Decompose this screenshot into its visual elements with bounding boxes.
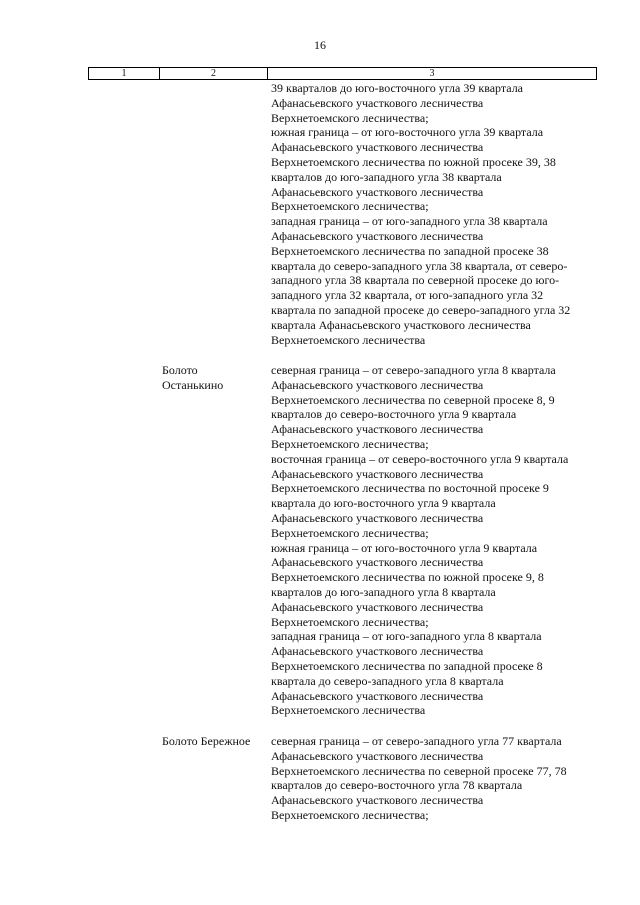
description-line: кварталов до юго-западного угла 38 квартала bbox=[271, 169, 502, 184]
description-line: Афанасьевского участкового лесничества bbox=[271, 599, 484, 614]
description-line: Верхнетоемского лесничества по северной просеке 77, 78 bbox=[271, 763, 567, 778]
description-line: Афанасьевского участкового лесничества bbox=[271, 422, 484, 437]
description-line: Афанасьевского участкового лесничества bbox=[271, 748, 484, 763]
object-name-line: Останькино bbox=[162, 377, 224, 392]
description-line: Афанасьевского участкового лесничества bbox=[271, 95, 484, 110]
description-line: Афанасьевского участкового лесничества bbox=[271, 510, 484, 525]
description-line: Верхнетоемского лесничества; bbox=[271, 614, 429, 629]
description-line: Верхнетоемского лесничества; bbox=[271, 199, 429, 214]
description-line: квартала до северо-западного угла 8 квартала bbox=[271, 673, 504, 688]
column-header-3: 3 bbox=[429, 68, 435, 79]
description-line: Верхнетоемского лесничества; bbox=[271, 525, 429, 540]
description-line: Афанасьевского участкового лесничества bbox=[271, 466, 484, 481]
description-line: Верхнетоемского лесничества по южной просеке 9, 8 bbox=[271, 570, 544, 585]
description-line: Верхнетоемского лесничества; bbox=[271, 110, 429, 125]
description-line: Верхнетоемского лесничества по западной просеке 8 bbox=[271, 658, 543, 673]
description-line: северная граница – от северо-западного угла 8 квартала bbox=[271, 363, 556, 377]
description-line: Верхнетоемского лесничества; bbox=[271, 807, 429, 822]
object-name-line: Болото bbox=[162, 363, 198, 377]
description-line: западная граница – от юго-западного угла 8 квартала bbox=[271, 629, 542, 644]
description-line: Верхнетоемского лесничества bbox=[271, 703, 426, 718]
description-line: Афанасьевского участкового лесничества bbox=[271, 555, 484, 570]
object-name-line: Болото Бережное bbox=[162, 734, 251, 748]
boundary-description bbox=[271, 81, 601, 347]
description-line: кварталов до юго-западного угла 8 квартала bbox=[271, 584, 496, 599]
description-line: квартала до юго-восточного угла 9 квартала bbox=[271, 496, 496, 511]
description-line: Верхнетоемского лесничества; bbox=[271, 436, 429, 451]
column-header-1: 1 bbox=[89, 68, 160, 79]
description-line: Афанасьевского участкового лесничества bbox=[271, 140, 484, 155]
description-line: западного угла 38 квартала по северной просеке до юго- bbox=[271, 273, 560, 288]
page-number: 16 bbox=[314, 38, 326, 52]
object-name bbox=[162, 363, 270, 393]
description-line: Афанасьевского участкового лесничества bbox=[271, 184, 484, 199]
description-line: кварталов до северо-восточного угла 9 квартала bbox=[271, 407, 517, 422]
description-line: северная граница – от северо-западного угла 77 квартала bbox=[271, 734, 562, 748]
description-line: Афанасьевского участкового лесничества bbox=[271, 377, 484, 392]
description-line: западная граница – от юго-западного угла 38 квартала bbox=[271, 214, 548, 229]
object-name bbox=[162, 734, 270, 749]
description-line: Афанасьевского участкового лесничества bbox=[271, 793, 484, 808]
description-line: Афанасьевского участкового лесничества bbox=[271, 228, 484, 243]
description-line: южная граница – от юго-восточного угла 9 квартала bbox=[271, 540, 538, 555]
boundary-description bbox=[271, 734, 601, 823]
description-line: Верхнетоемского лесничества по северной просеке 8, 9 bbox=[271, 392, 555, 407]
table-header-row bbox=[88, 67, 597, 80]
boundary-description bbox=[271, 363, 601, 718]
description-line: Верхнетоемского лесничества по западной просеке 38 bbox=[271, 243, 549, 258]
description-line: Верхнетоемского лесничества по восточной просеке 9 bbox=[271, 481, 549, 496]
column-header-2: 2 bbox=[160, 68, 268, 79]
description-line: южная граница – от юго-восточного угла 39 квартала bbox=[271, 125, 544, 140]
description-line: квартала по западной просеке до северо-западного угла 32 bbox=[271, 302, 571, 317]
description-line: Афанасьевского участкового лесничества bbox=[271, 688, 484, 703]
description-line: квартала до северо-западного угла 38 квартала, от северо- bbox=[271, 258, 568, 273]
description-line: Афанасьевского участкового лесничества bbox=[271, 644, 484, 659]
description-line: кварталов до северо-восточного угла 78 квартала bbox=[271, 778, 523, 793]
description-line: 39 кварталов до юго-восточного угла 39 квартала bbox=[271, 81, 524, 95]
description-line: квартала Афанасьевского участкового лесничества bbox=[271, 317, 531, 332]
description-line: западного угла 32 квартала, от юго-западного угла 32 bbox=[271, 288, 544, 303]
description-line: Верхнетоемского лесничества bbox=[271, 332, 426, 347]
description-line: Верхнетоемского лесничества по южной просеке 39, 38 bbox=[271, 154, 556, 169]
description-line: восточная граница – от северо-восточного угла 9 квартала bbox=[271, 451, 569, 466]
